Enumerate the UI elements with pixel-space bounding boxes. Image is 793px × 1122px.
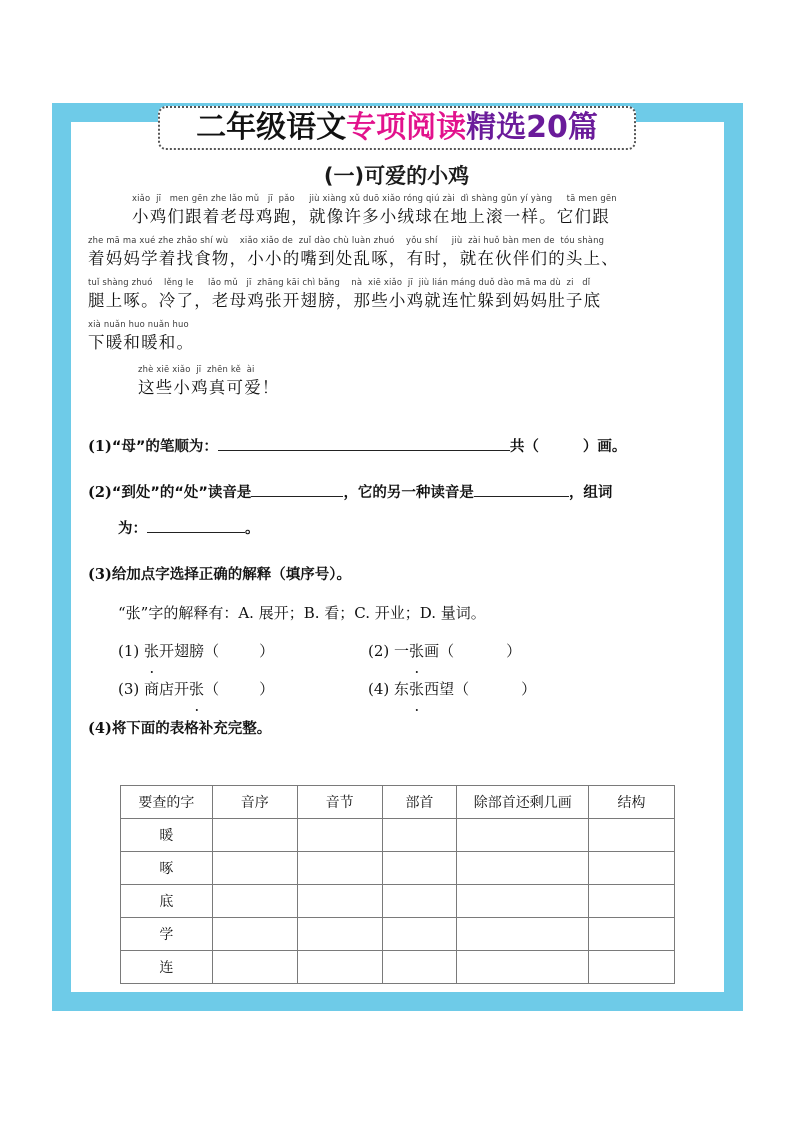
table-header-cell: 音节 bbox=[297, 786, 382, 819]
dictionary-lookup-table-wrapper bbox=[120, 785, 675, 984]
answer-blank-q2-3[interactable] bbox=[147, 518, 245, 533]
choice-4-close: ） bbox=[521, 680, 537, 698]
question-2-text-a: “到处”的“处”读音是 bbox=[111, 485, 252, 501]
answer-blank-q1[interactable] bbox=[218, 436, 510, 451]
choice-2-word-pre: 一 bbox=[394, 642, 410, 660]
choice-4-word-pre: 东 bbox=[394, 680, 410, 698]
question-4-number: (4) bbox=[88, 720, 112, 737]
table-answer-cell[interactable] bbox=[382, 951, 457, 984]
choice-item-3[interactable]: (3) 商店开张（ ） bbox=[118, 672, 368, 706]
table-row-char: 连 bbox=[121, 951, 213, 984]
table-row-char: 底 bbox=[121, 885, 213, 918]
table-answer-cell[interactable] bbox=[589, 918, 675, 951]
table-answer-cell[interactable] bbox=[297, 852, 382, 885]
question-2 bbox=[88, 478, 708, 544]
table-header-row bbox=[121, 786, 675, 819]
question-2-text-b: ，它的另一种读音是 bbox=[343, 485, 474, 501]
question-1-text: “母”的笔顺为： bbox=[111, 439, 218, 455]
passage-subtitle: (一)可爱的小鸡 bbox=[323, 164, 470, 188]
choice-row bbox=[88, 634, 708, 668]
pinyin-row: xiǎo jī men gēn zhe lǎo mǔ jī pǎo jiù xiàng xǔ duō xiǎo róng qiú zài dì shàng gǔn yí yàng tā men gēn bbox=[132, 193, 617, 203]
dictionary-lookup-table bbox=[120, 785, 675, 984]
question-3 bbox=[88, 560, 708, 706]
passage-line bbox=[88, 192, 706, 229]
table-header-cell: 部首 bbox=[382, 786, 457, 819]
table-answer-cell[interactable] bbox=[382, 885, 457, 918]
choice-2-close: ） bbox=[506, 642, 522, 660]
question-4 bbox=[88, 714, 708, 744]
choice-2-label: (2) bbox=[368, 642, 390, 660]
choice-3-word-pre: 商店开 bbox=[144, 680, 190, 698]
table-answer-cell[interactable] bbox=[589, 819, 675, 852]
choice-1-word: 开翅膀 bbox=[159, 642, 205, 660]
table-answer-cell[interactable] bbox=[297, 819, 382, 852]
pinyin-row: xià nuǎn huo nuǎn huo bbox=[88, 319, 189, 329]
choice-4-label: (4) bbox=[368, 680, 390, 698]
question-4-text: 将下面的表格补充完整。 bbox=[111, 721, 272, 737]
question-2-text-c: ，组词 bbox=[568, 485, 613, 501]
table-row-char: 学 bbox=[121, 918, 213, 951]
worksheet-title-banner bbox=[158, 106, 636, 150]
questions-section bbox=[88, 432, 708, 748]
table-answer-cell[interactable] bbox=[212, 951, 297, 984]
table-answer-cell[interactable] bbox=[457, 852, 589, 885]
dotted-char-zhang: 张 bbox=[144, 634, 159, 668]
question-3-text: 给加点字选择正确的解释（填序号）。 bbox=[111, 567, 352, 583]
table-header-cell: 结构 bbox=[589, 786, 675, 819]
table-answer-cell[interactable] bbox=[457, 951, 589, 984]
title-segment-purple: 精选20篇 bbox=[466, 110, 598, 145]
question-1-tail: ）画。 bbox=[582, 439, 627, 455]
choice-row bbox=[88, 672, 708, 706]
table-row bbox=[121, 819, 675, 852]
table-answer-cell[interactable] bbox=[382, 819, 457, 852]
table-header-cell: 除部首还剩几画 bbox=[457, 786, 589, 819]
table-answer-cell[interactable] bbox=[457, 819, 589, 852]
question-1-after-blank: 共（ bbox=[509, 439, 539, 455]
table-answer-cell[interactable] bbox=[457, 885, 589, 918]
table-answer-cell[interactable] bbox=[297, 951, 382, 984]
table-answer-cell[interactable] bbox=[382, 852, 457, 885]
choice-4-word-post: 西望 bbox=[424, 680, 455, 698]
table-answer-cell[interactable] bbox=[297, 885, 382, 918]
title-segment-black: 二年级语文 bbox=[196, 110, 347, 145]
choice-2-word-post: 画 bbox=[424, 642, 440, 660]
pinyin-row: zhe mā ma xué zhe zhǎo shí wù xiǎo xiǎo de zuǐ dào chù luàn zhuó yǒu shí jiù zài huǒ bàn men de tóu shàng bbox=[88, 235, 605, 245]
table-header-cell: 要查的字 bbox=[121, 786, 213, 819]
answer-blank-q2-1[interactable] bbox=[251, 482, 343, 497]
table-row-char: 啄 bbox=[121, 852, 213, 885]
pinyin-row: zhè xiē xiǎo jī zhēn kě ài bbox=[138, 364, 255, 374]
table-row bbox=[121, 951, 675, 984]
table-answer-cell[interactable] bbox=[589, 885, 675, 918]
table-answer-cell[interactable] bbox=[212, 918, 297, 951]
question-3-number: (3) bbox=[88, 566, 112, 583]
table-row-char: 暖 bbox=[121, 819, 213, 852]
question-1 bbox=[88, 432, 708, 462]
table-answer-cell[interactable] bbox=[212, 819, 297, 852]
pinyin-row: tuǐ shàng zhuó lěng le lǎo mǔ jī zhāng kāi chì bǎng nà xiē xiǎo jī jiù lián máng duǒ dào mā ma dù zi dǐ bbox=[88, 277, 591, 287]
hanzi-row: 小鸡们跟着老母鸡跑，就像许多小绒球在地上滚一样。它们跟 bbox=[132, 207, 610, 226]
choice-1-close: ） bbox=[259, 642, 275, 660]
choice-item-1[interactable]: (1) 张开翅膀（ ） bbox=[118, 634, 368, 668]
table-row bbox=[121, 852, 675, 885]
question-3-explanations: “张”字的解释有：A. 展开；B. 看；C. 开业；D. 量词。 bbox=[118, 604, 486, 622]
table-answer-cell[interactable] bbox=[589, 951, 675, 984]
answer-blank-q2-2[interactable] bbox=[474, 482, 569, 497]
passage-line bbox=[88, 363, 706, 400]
hanzi-row: 下暖和暖和。 bbox=[88, 333, 195, 352]
table-answer-cell[interactable] bbox=[457, 918, 589, 951]
choice-item-2[interactable]: (2) 一张画（ ） bbox=[368, 634, 521, 668]
table-answer-cell[interactable] bbox=[382, 918, 457, 951]
hanzi-row: 着妈妈学着找食物，小小的嘴到处乱啄，有时，就在伙伴们的头上、 bbox=[88, 249, 619, 268]
dotted-char-zhang: 张 bbox=[409, 634, 424, 668]
choice-3-close: ） bbox=[259, 680, 275, 698]
passage-line bbox=[88, 234, 706, 271]
hanzi-row: 腿上啄。冷了，老母鸡张开翅膀，那些小鸡就连忙躲到妈妈肚子底 bbox=[88, 291, 602, 310]
dotted-char-zhang: 张 bbox=[409, 672, 424, 706]
question-2-text-e: 。 bbox=[245, 521, 260, 537]
choice-1-label: (1) bbox=[118, 642, 140, 660]
table-answer-cell[interactable] bbox=[212, 852, 297, 885]
reading-passage bbox=[88, 192, 706, 405]
hanzi-row: 这些小鸡真可爱！ bbox=[138, 378, 280, 397]
question-2-text-d: 为： bbox=[118, 521, 147, 537]
dotted-char-zhang: 张 bbox=[189, 672, 204, 706]
passage-line bbox=[88, 276, 706, 313]
passage-line bbox=[88, 318, 706, 355]
table-answer-cell[interactable] bbox=[297, 918, 382, 951]
table-answer-cell[interactable] bbox=[212, 885, 297, 918]
choice-3-label: (3) bbox=[118, 680, 140, 698]
question-2-number: (2) bbox=[88, 484, 112, 501]
table-row bbox=[121, 885, 675, 918]
worksheet-title-text bbox=[196, 110, 598, 145]
title-segment-pink: 专项阅读 bbox=[346, 110, 467, 145]
table-row bbox=[121, 918, 675, 951]
question-1-number: (1) bbox=[88, 438, 112, 455]
table-header-cell: 音序 bbox=[212, 786, 297, 819]
table-answer-cell[interactable] bbox=[589, 852, 675, 885]
choice-item-4[interactable]: (4) 东张西望（ ） bbox=[368, 672, 536, 706]
